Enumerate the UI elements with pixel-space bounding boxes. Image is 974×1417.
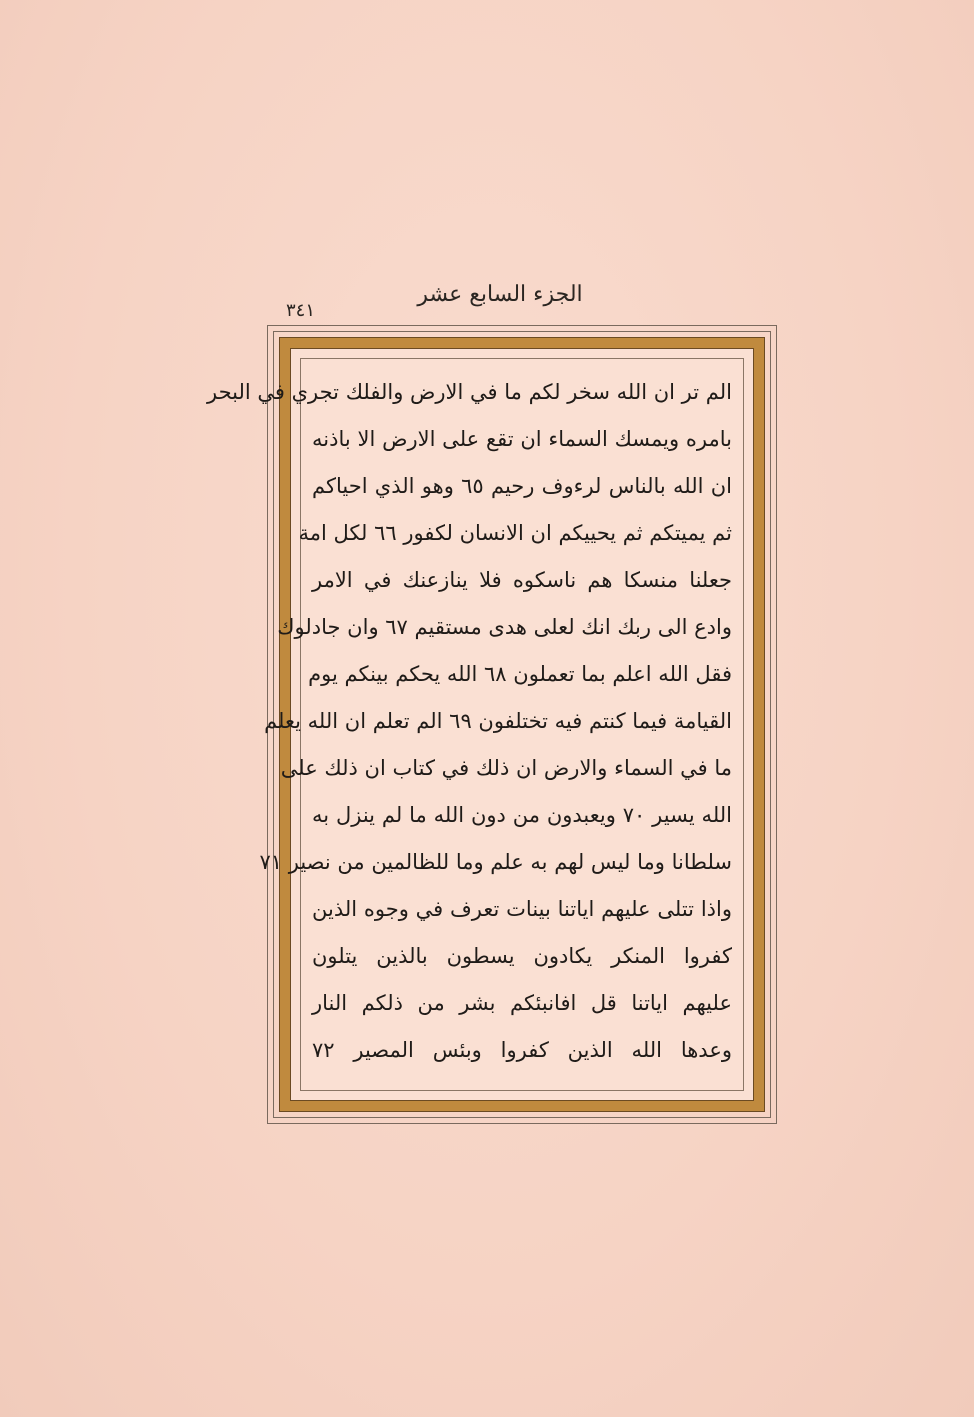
text-line: وعدها الله الذين كفروا وبئس المصير ٧٢ [312, 1038, 732, 1062]
text-line: كفروا المنكر يكادون يسطون بالذين يتلون [312, 944, 732, 968]
text-line: الله يسير ٧٠ ويعبدون من دون الله ما لم ينزل به [312, 803, 732, 827]
text-line: سلطانا وما ليس لهم به علم وما للظالمين من نصير ٧١ [259, 850, 732, 874]
text-line: ثم يميتكم ثم يحييكم ان الانسان لكفور ٦٦ لكل امة [298, 521, 732, 545]
text-line: الم تر ان الله سخر لكم ما في الارض والفلك تجري في البحر [206, 380, 732, 404]
juz-title: الجزء السابع عشر [417, 282, 583, 307]
text-line: ما في السماء والارض ان ذلك في كتاب ان ذلك على [280, 756, 732, 780]
text-line: ان الله بالناس لرءوف رحيم ٦٥ وهو الذي احياكم [312, 474, 732, 498]
text-line: فقل الله اعلم بما تعملون ٦٨ الله يحكم بينكم يوم [308, 662, 732, 686]
text-line: جعلنا منسكا هم ناسكوه فلا ينازعنك في الامر [312, 568, 732, 592]
text-line: بامره ويمسك السماء ان تقع على الارض الا باذنه [312, 427, 732, 451]
text-line: وادع الى ربك انك لعلى هدى مستقيم ٦٧ وان جادلوك [277, 615, 732, 639]
text-line: عليهم اياتنا قل افانبئكم بشر من ذلكم النار [312, 991, 732, 1015]
text-line: القيامة فيما كنتم فيه تختلفون ٦٩ الم تعلم ان الله يعلم [264, 709, 732, 733]
quran-text [206, 372, 732, 1080]
text-line: واذا تتلى عليهم اياتنا بينات تعرف في وجوه الذين [312, 897, 732, 921]
page-number: ٣٤١ [286, 300, 316, 321]
